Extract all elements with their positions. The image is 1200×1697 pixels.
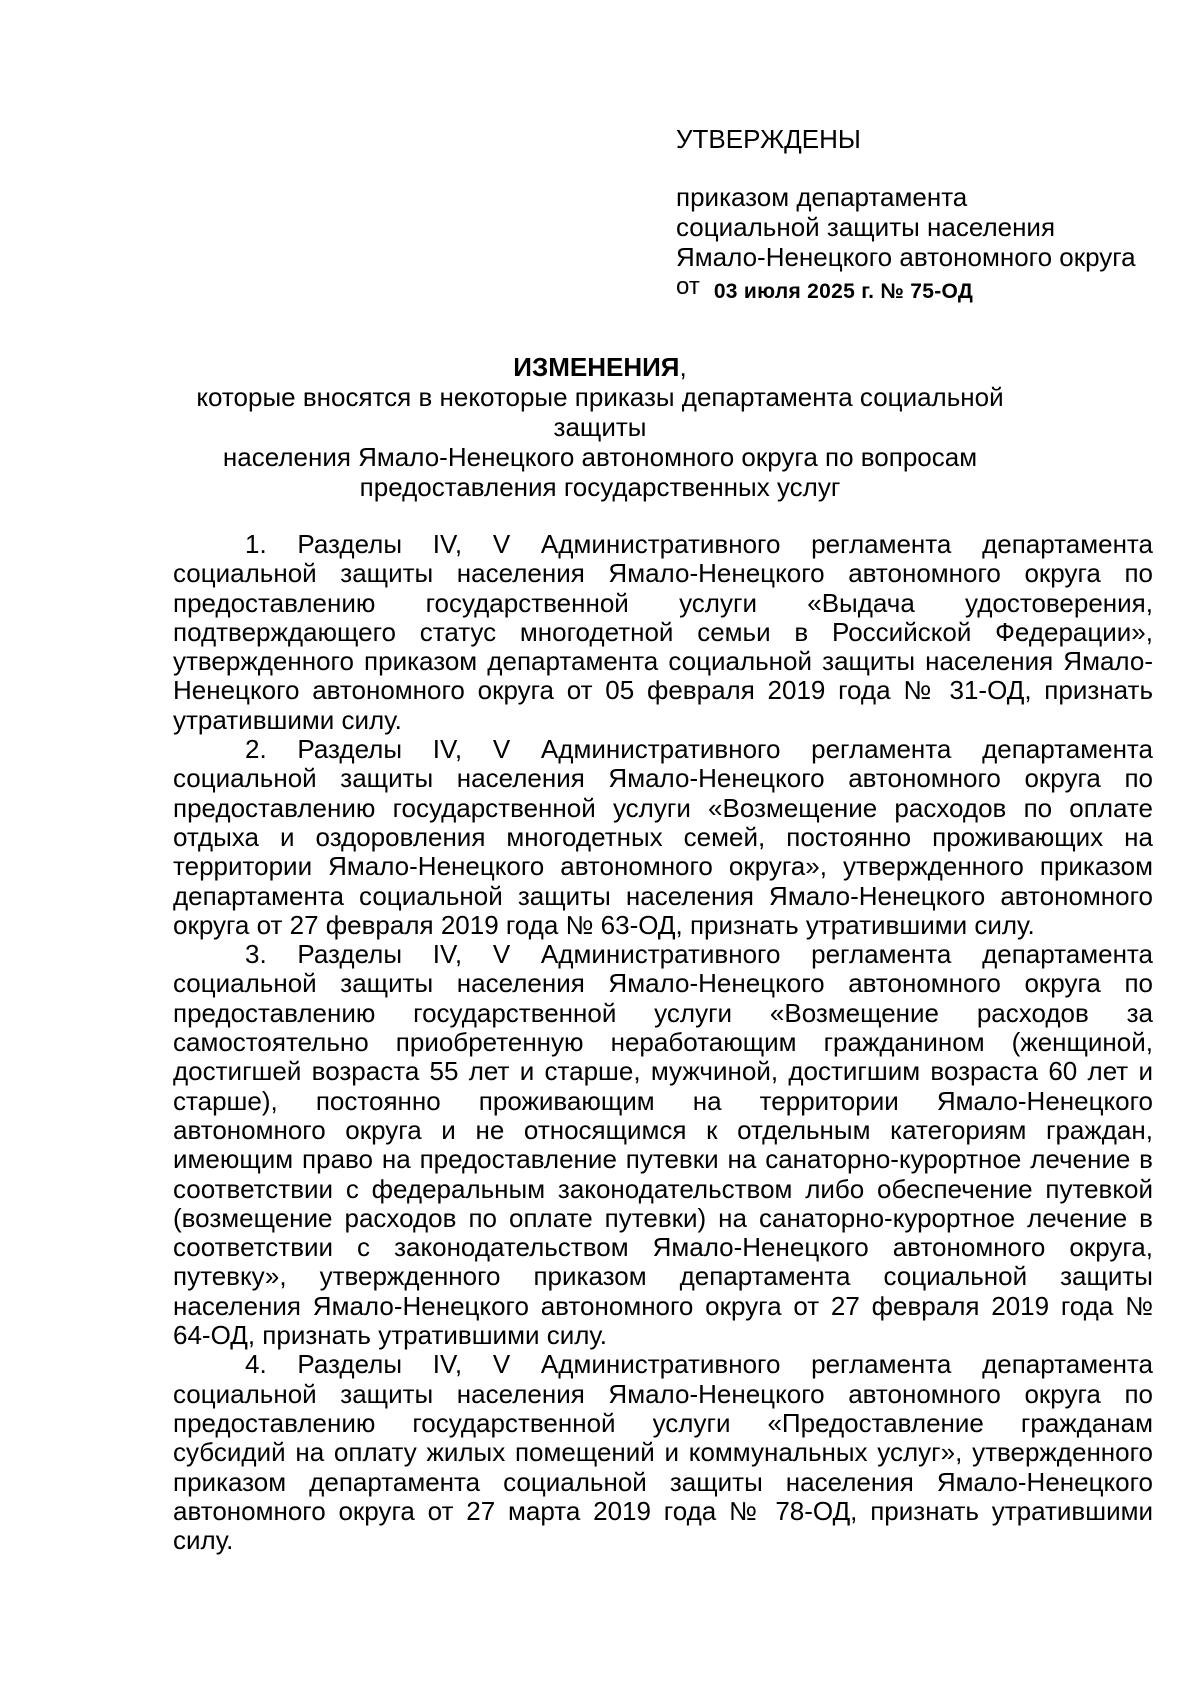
paragraph-4: 4. Разделы IV, V Административного регламента департамента социальной защиты населения Ямало-Ненецкого автономного округа по предоставлению государственной услуги «Предоставление гражданам субсидий на оплату жилых помещений и коммунальных услуг», утвержденного приказом департамента социальной защиты населения Ямало-Ненецкого автономного округа от 27 марта 2019 года № 78-ОД, признать утратившими силу. xyxy=(173,1349,1153,1556)
subtitle-line: которые вносятся в некоторые приказы департамента социальной защиты xyxy=(196,382,1004,442)
title-line xyxy=(150,352,1050,382)
paragraph-2: 2. Разделы IV, V Административного регламента департамента социальной защиты населения Ямало-Ненецкого автономного округа по предоставлению государственной услуги «Возмещение расходов по оплате отдыха и оздоровления многодетных семей, постоянно проживающих на территории Ямало-Ненецкого автономного округа», утвержденного приказом департамента социальной защиты населения Ямало-Ненецкого автономного округа от 27 февраля 2019 года № 63-ОД, признать утратившими силу. xyxy=(173,734,1153,940)
subtitle-line: населения Ямало-Ненецкого автономного округа по вопросам xyxy=(222,442,978,472)
date-prefix: от xyxy=(676,273,700,300)
approval-line: Ямало-Ненецкого автономного округа xyxy=(676,242,1136,272)
order-date: 03 июля 2025 г. № 75-ОД xyxy=(713,280,974,303)
approval-line: приказом департамента xyxy=(676,182,968,212)
title-comma: , xyxy=(679,352,687,382)
approval-heading: УТВЕРЖДЕНЫ xyxy=(676,124,861,154)
approval-block xyxy=(676,124,1156,307)
document-body xyxy=(173,530,1153,1555)
paragraph-1: 1. Разделы IV, V Административного регламента департамента социальной защиты населения Ямало-Ненецкого автономного округа по предоставлению государственной услуги «Выдача удостоверения, подтверждающего статус многодетной семьи в Российской Федерации», утвержденного приказом департамента социальной защиты населения Ямало-Ненецкого автономного округа от 05 февраля 2019 года № 31-ОД, признать утратившими силу. xyxy=(173,529,1153,735)
approval-date-line xyxy=(676,272,1156,307)
paragraph-3: 3. Разделы IV, V Административного регламента департамента социальной защиты населения Ямало-Ненецкого автономного округа по предоставлению государственной услуги «Возмещение расходов за самостоятельно приобретенную неработающим гражданином (женщиной, достигшей возраста 55 лет и старше, мужчиной, достигшим возраста 60 лет и старше), постоянно проживающим на территории Ямало-Ненецкого автономного округа и не относящимся к отдельным категориям граждан, имеющим право на предоставление путевки на санаторно-курортное лечение в соответствии с федеральным законодательством либо обеспечение путевкой (возмещение расходов по оплате путевки) на санаторно-курортное лечение в соответствии с законодательством Ямало-Ненецкого автономного округа, путевку», утвержденного приказом департамента социальной защиты населения Ямало-Ненецкого автономного округа от 27 февраля 2019 года № 64-ОД, признать утратившими силу. xyxy=(173,939,1153,1351)
document-title-block xyxy=(150,352,1050,502)
document-title: ИЗМЕНЕНИЯ xyxy=(513,352,680,382)
subtitle-line: предоставления государственных услуг xyxy=(359,472,841,502)
approval-line: социальной защиты населения xyxy=(676,212,1056,242)
